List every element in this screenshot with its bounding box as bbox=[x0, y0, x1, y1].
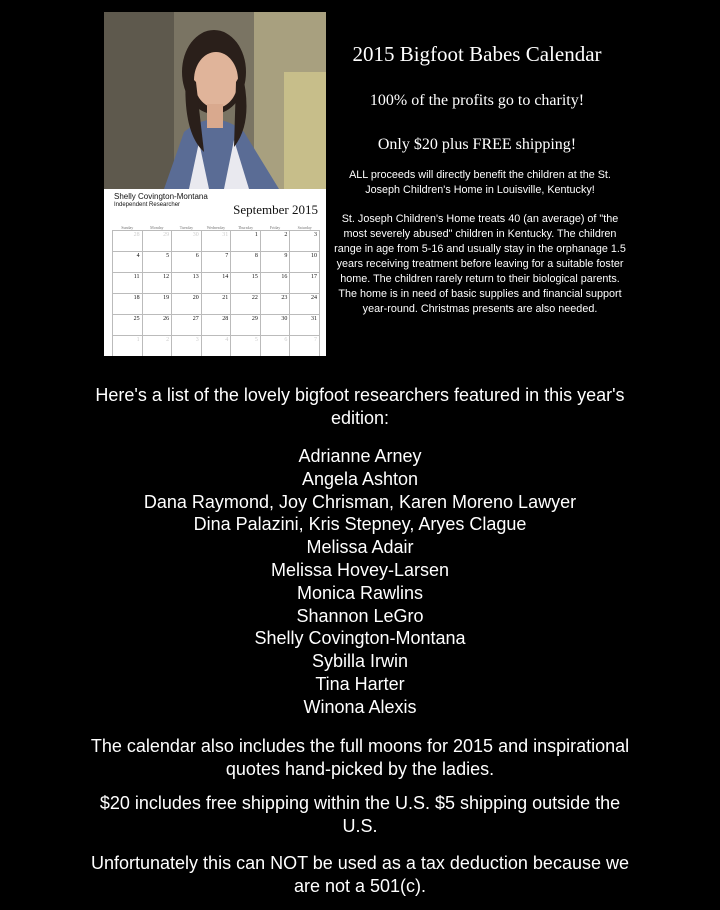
day-cell: 12 bbox=[142, 273, 172, 294]
day-cell: 14 bbox=[201, 273, 231, 294]
weekday-label: Saturday bbox=[297, 224, 312, 230]
day-cell: 5 bbox=[142, 252, 172, 273]
day-cell: 22 bbox=[231, 294, 261, 315]
week-row bbox=[113, 231, 320, 252]
list-item: Dina Palazini, Kris Stepney, Aryes Clague bbox=[193, 514, 527, 535]
day-cell: 16 bbox=[260, 273, 290, 294]
day-cell: 4 bbox=[201, 336, 231, 357]
day-cell: 29 bbox=[142, 231, 172, 252]
day-cell: 31 bbox=[201, 231, 231, 252]
calendar-photo bbox=[104, 12, 326, 189]
day-cell: 24 bbox=[290, 294, 320, 315]
calendar-month: September 2015 bbox=[233, 202, 318, 217]
price-line: Only $20 plus FREE shipping! bbox=[377, 136, 577, 153]
day-cell: 4 bbox=[113, 252, 143, 273]
day-cell: 20 bbox=[172, 294, 202, 315]
home-description: St. Joseph Children's Home treats 40 (an average) of "the most severely abused" children in Kentucky. The children range in age from 5-16 and usually stay in the orphanage 1.5 years receiving treatment before leaving for a suitable foster home. The children rarely return to their biological parents. The home is in need of basic supplies and financial support year-round. Christmas presents are also needed. bbox=[334, 213, 626, 315]
page-title: 2015 Bigfoot Babes Calendar bbox=[352, 42, 602, 66]
tax-text: Unfortunately this can NOT be used as a tax deduction because we are not a 501(c). bbox=[91, 853, 629, 896]
day-cell: 23 bbox=[260, 294, 290, 315]
list-item: Shelly Covington-Montana bbox=[254, 628, 466, 649]
day-cell: 27 bbox=[172, 315, 202, 336]
day-cell: 5 bbox=[231, 336, 261, 357]
list-item: Melissa Adair bbox=[306, 537, 414, 558]
week-row bbox=[113, 252, 320, 273]
weekday-label: Monday bbox=[150, 224, 164, 230]
day-cell: 3 bbox=[172, 336, 202, 357]
day-cell: 1 bbox=[231, 231, 261, 252]
week-row bbox=[113, 273, 320, 294]
day-cell: 15 bbox=[231, 273, 261, 294]
weekday-label: Wednesday bbox=[206, 224, 226, 230]
day-cell: 28 bbox=[201, 315, 231, 336]
day-cell: 19 bbox=[142, 294, 172, 315]
day-cell: 31 bbox=[290, 315, 320, 336]
day-cell: 29 bbox=[231, 315, 261, 336]
day-cell: 8 bbox=[231, 252, 261, 273]
day-cell: 13 bbox=[172, 273, 202, 294]
day-cell: 1 bbox=[113, 336, 143, 357]
list-item: Monica Rawlins bbox=[296, 582, 424, 603]
week-row bbox=[113, 294, 320, 315]
day-cell: 6 bbox=[172, 252, 202, 273]
day-cell: 28 bbox=[113, 231, 143, 252]
day-cell: 11 bbox=[113, 273, 143, 294]
list-item: Adrianne Arney bbox=[298, 446, 422, 466]
list-item: Tina Harter bbox=[315, 673, 405, 694]
researcher-list bbox=[60, 445, 660, 719]
list-item: Sybilla Irwin bbox=[311, 651, 409, 672]
featured-name: Shelly Covington-Montana bbox=[114, 192, 208, 201]
calendar-grid bbox=[112, 224, 320, 356]
list-item: Dana Raymond, Joy Chrisman, Karen Moreno Lawyer bbox=[143, 491, 577, 512]
week-row bbox=[113, 336, 320, 357]
week-row bbox=[113, 315, 320, 336]
day-cell: 30 bbox=[260, 315, 290, 336]
day-cell: 9 bbox=[260, 252, 290, 273]
day-cell: 2 bbox=[142, 336, 172, 357]
researchers-intro: Here's a list of the lovely bigfoot researchers featured in this year's edition: bbox=[95, 385, 625, 428]
list-item: Shannon LeGro bbox=[296, 605, 424, 626]
day-cell: 10 bbox=[290, 252, 320, 273]
day-cell: 2 bbox=[260, 231, 290, 252]
weekday-label: Tuesday bbox=[179, 224, 194, 230]
charity-line: 100% of the profits go to charity! bbox=[369, 92, 585, 109]
day-cell: 7 bbox=[290, 336, 320, 357]
day-cell: 17 bbox=[290, 273, 320, 294]
day-cell: 25 bbox=[113, 315, 143, 336]
list-item: Melissa Hovey-Larsen bbox=[270, 559, 450, 580]
day-cell: 7 bbox=[201, 252, 231, 273]
shipping-text: $20 includes free shipping within the U.S. $5 shipping outside the U.S. bbox=[99, 793, 621, 836]
list-item: Angela Ashton bbox=[301, 468, 419, 489]
day-cell: 21 bbox=[201, 294, 231, 315]
weekday-label: Thursday bbox=[237, 224, 254, 230]
weekday-label: Sunday bbox=[121, 224, 134, 230]
day-cell: 26 bbox=[142, 315, 172, 336]
day-cell: 18 bbox=[113, 294, 143, 315]
day-cell: 3 bbox=[290, 231, 320, 252]
list-item: Winona Alexis bbox=[303, 696, 417, 717]
day-cell: 6 bbox=[260, 336, 290, 357]
featured-role: Independent Researcher bbox=[114, 202, 181, 208]
day-cell: 30 bbox=[172, 231, 202, 252]
moons-text: The calendar also includes the full moons for 2015 and inspirational quotes hand-picked by the ladies. bbox=[90, 736, 630, 779]
weekday-label: Friday bbox=[269, 224, 281, 230]
proceeds-text: ALL proceeds will directly benefit the children at the St. Joseph Children's Home in Louisville, Kentucky! bbox=[349, 169, 611, 196]
calendar-preview bbox=[104, 12, 326, 356]
